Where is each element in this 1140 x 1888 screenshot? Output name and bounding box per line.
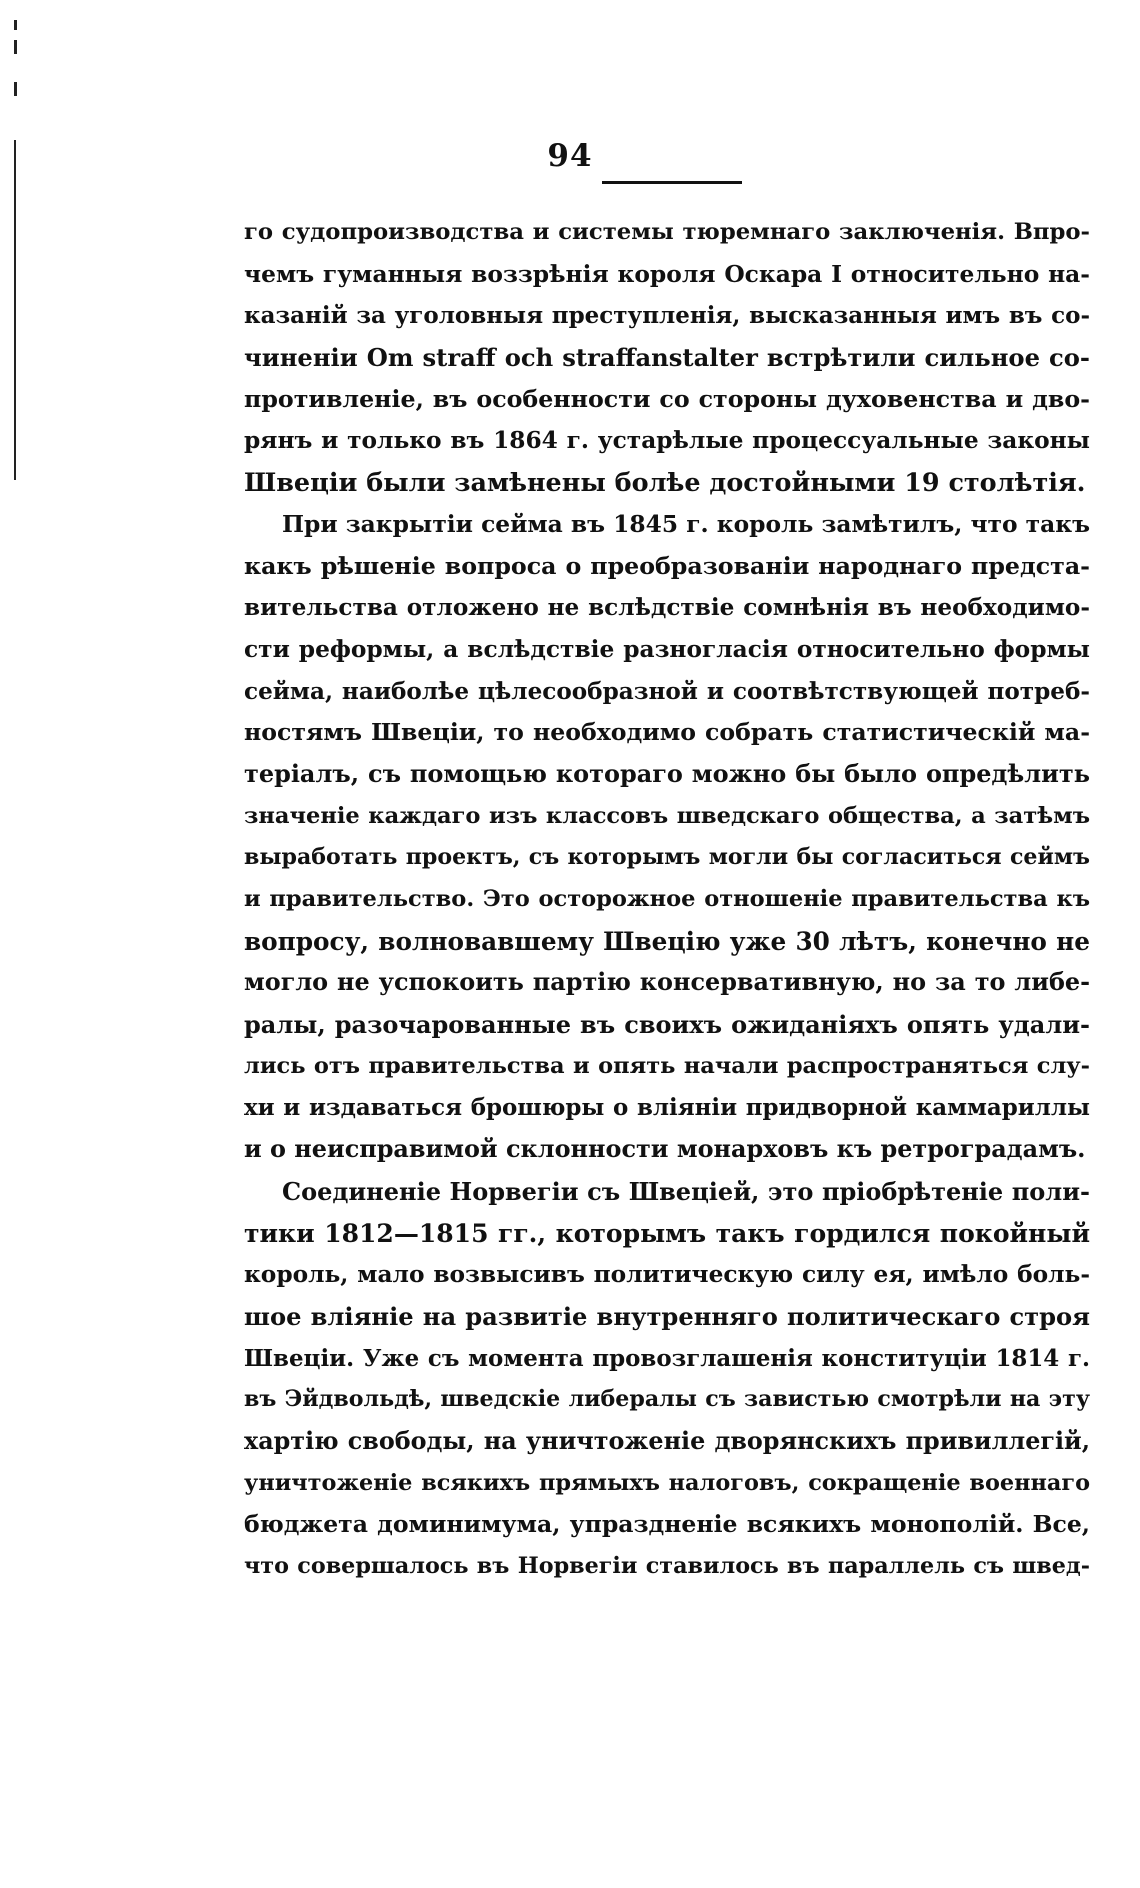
- text-line: Швеціи. Уже съ момента провозглашенія конституціи 1814 г.: [244, 1344, 1090, 1372]
- text-line: противленіе, въ особенности со стороны духовенства и дво-: [244, 384, 1090, 413]
- text-line: и о неисправимой склонности монарховъ къ ретроградамъ.: [244, 1135, 1086, 1164]
- edge-mark: [14, 40, 17, 54]
- edge-mark: [14, 20, 17, 30]
- text-line: лись отъ правительства и опять начали распространяться слу-: [244, 1052, 1090, 1079]
- text-line: вопросу, волновавшему Швецію уже 30 лѣтъ, конечно не: [244, 926, 1090, 956]
- text-line: Соединеніе Норвегіи съ Швеціей, это пріобрѣтеніе поли-: [282, 1176, 1090, 1206]
- paragraph: [244, 504, 1090, 1171]
- text-line: чемъ гуманныя воззрѣнія короля Оскара I относительно на-: [244, 259, 1090, 288]
- text-line: При закрытіи сейма въ 1845 г. король замѣтилъ, что такъ: [282, 509, 1090, 538]
- text-line: шое вліяніе на развитіе внутренняго политическаго строя: [244, 1301, 1090, 1331]
- text-line: Швеціи были замѣнены болѣе достойными 19 столѣтія.: [244, 467, 1086, 498]
- text-line: сти реформы, а вслѣдствіе разногласія относительно формы: [244, 635, 1090, 663]
- edge-mark: [14, 140, 16, 480]
- paragraph: [244, 212, 1090, 504]
- page-edge-marks: [0, 0, 22, 520]
- text-line: могло не успокоить партію консервативную, но за то либе-: [244, 968, 1090, 997]
- text-line: король, мало возвысивъ политическую силу ея, имѣло боль-: [244, 1261, 1090, 1289]
- text-line: вительства отложено не вслѣдствіе сомнѣнія въ необходимо-: [244, 594, 1090, 622]
- body-text: [244, 212, 1090, 1588]
- text-line: хи и издаваться брошюры о вліяніи придворной каммариллы: [244, 1094, 1090, 1122]
- text-line: и правительство. Это осторожное отношеніе правительства къ: [244, 886, 1090, 912]
- header-rule: [602, 181, 742, 184]
- text-line: чиненіи Om straff och straffanstalter встрѣтили сильное со-: [244, 343, 1090, 373]
- paragraph: [244, 1171, 1090, 1588]
- text-line: значеніе каждаго изъ классовъ шведскаго общества, а затѣмъ: [244, 802, 1090, 829]
- edge-mark: [14, 82, 17, 96]
- text-line: ностямъ Швеціи, то необходимо собрать статистическій ма-: [244, 718, 1090, 747]
- text-line: теріалъ, съ помощью котораго можно бы было опредѣлить: [244, 759, 1090, 788]
- text-line: рянъ и только въ 1864 г. устарѣлые процессуальные законы: [244, 427, 1090, 455]
- text-line: хартію свободы, на уничтоженіе дворянскихъ привиллегій,: [244, 1426, 1090, 1455]
- text-line: тики 1812—1815 гг., которымъ такъ гордился покойный: [244, 1217, 1090, 1248]
- text-line: сейма, наиболѣе цѣлесообразной и соотвѣтствующей потреб-: [244, 677, 1090, 705]
- text-line: го судопроизводства и системы тюремнаго заключенія. Впро-: [244, 219, 1090, 245]
- text-line: что совершалось въ Норвегіи ставилось въ параллель съ швед-: [244, 1553, 1090, 1579]
- text-line: уничтоженіе всякихъ прямыхъ налоговъ, сокращеніе военнаго: [244, 1469, 1090, 1496]
- page-number: 94: [547, 138, 593, 174]
- text-line: выработать проектъ, съ которымъ могли бы согласиться сеймъ: [244, 844, 1090, 871]
- text-line: бюджета доминимума, упраздненіе всякихъ монополій. Все,: [244, 1510, 1090, 1539]
- text-line: казаній за уголовныя преступленія, высказанныя имъ въ со-: [244, 302, 1090, 330]
- text-line: въ Эйдвольдѣ, шведскіе либералы съ завистью смотрѣли на эту: [244, 1386, 1090, 1413]
- text-line: какъ рѣшеніе вопроса о преобразованіи народнаго предста-: [244, 551, 1090, 580]
- text-line: ралы, разочарованные въ своихъ ожиданіяхъ опять удали-: [244, 1010, 1090, 1040]
